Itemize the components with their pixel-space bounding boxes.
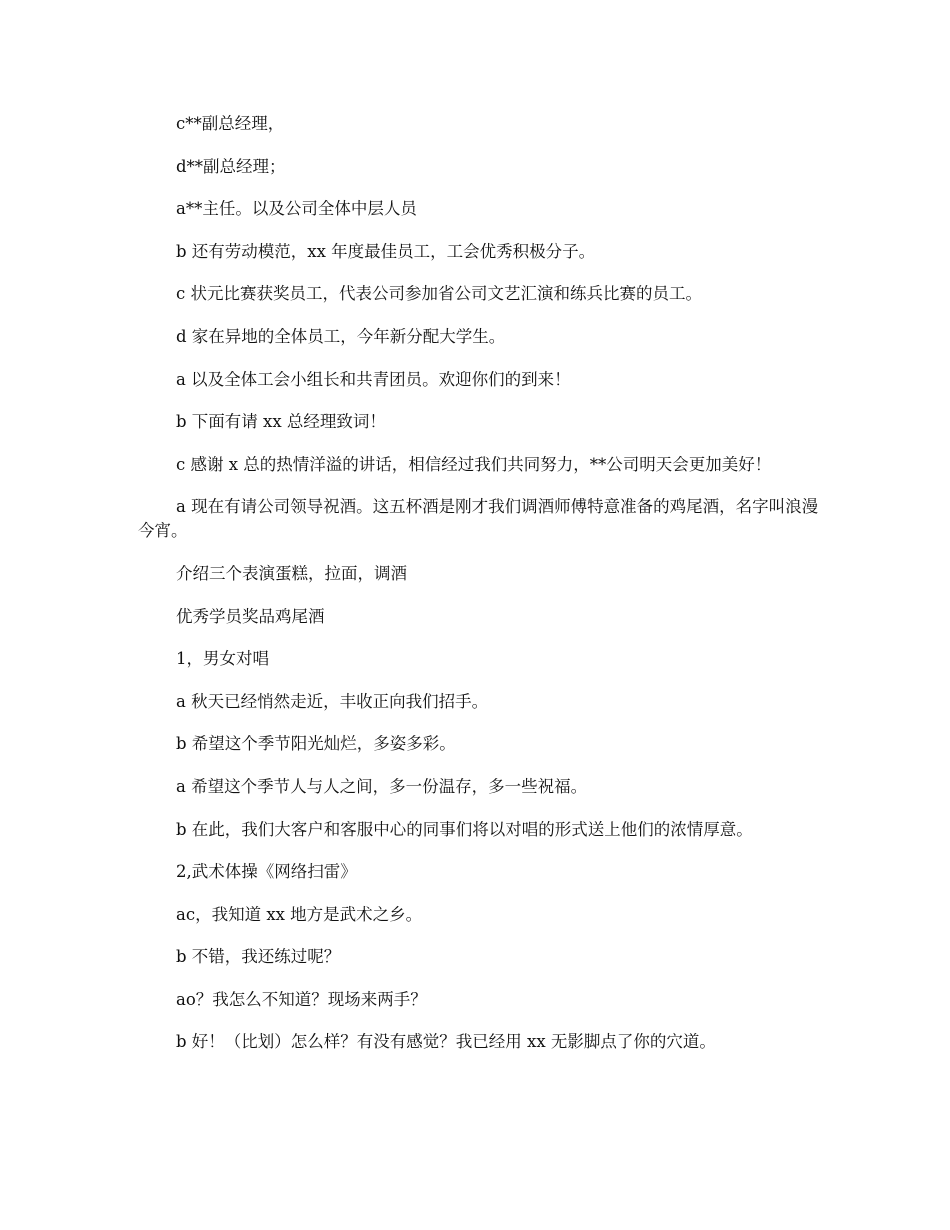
paragraph: b 还有劳动模范，xx 年度最佳员工，工会优秀积极分子。 [176, 241, 596, 261]
paragraph: a 秋天已经悄然走近，丰收正向我们招手。 [176, 691, 489, 711]
paragraph: b 好！（比划）怎么样？有没有感觉？我已经用 xx 无影脚点了你的穴道。 [176, 1032, 716, 1052]
paragraph: b 在此，我们大客户和客服中心的同事们将以对唱的形式送上他们的浓情厚意。 [176, 819, 753, 839]
paragraph: c 状元比赛获奖员工，代表公司参加省公司文艺汇演和练兵比赛的员工。 [176, 284, 702, 304]
paragraph: a 现在有请公司领导祝酒。这五杯酒是刚才我们调酒师傅特意准备的鸡尾酒，名字叫浪漫今宵。 [138, 497, 819, 541]
paragraph: d 家在异地的全体员工，今年新分配大学生。 [176, 326, 506, 346]
paragraph: 2,武术体操《网络扫雷》 [176, 862, 357, 882]
paragraph: a 以及全体工会小组长和共青团员。欢迎你们的到来！ [176, 369, 571, 389]
paragraph: b 下面有请 xx 总经理致词！ [176, 412, 386, 432]
paragraph: a**主任。以及公司全体中层人员 [176, 199, 417, 219]
paragraph: c 感谢 x 总的热情洋溢的讲话，相信经过我们共同努力，**公司明天会更加美好！ [176, 454, 772, 474]
paragraph: b 不错，我还练过呢？ [176, 947, 341, 967]
paragraph: a 希望这个季节人与人之间，多一份温存，多一些祝福。 [176, 776, 588, 796]
paragraph: 优秀学员奖品鸡尾酒 [176, 606, 325, 626]
paragraph: ao？我怎么不知道？现场来两手？ [176, 989, 427, 1009]
paragraph: d**副总经理； [176, 156, 286, 176]
paragraph: b 希望这个季节阳光灿烂，多姿多彩。 [176, 734, 456, 754]
paragraph: ac，我知道 xx 地方是武术之乡。 [176, 904, 423, 924]
paragraph: 介绍三个表演蛋糕，拉面，调酒 [176, 563, 407, 583]
paragraph: 1，男女对唱 [176, 649, 269, 669]
document-body [138, 112, 828, 1073]
paragraph: c**副总经理， [176, 114, 285, 133]
